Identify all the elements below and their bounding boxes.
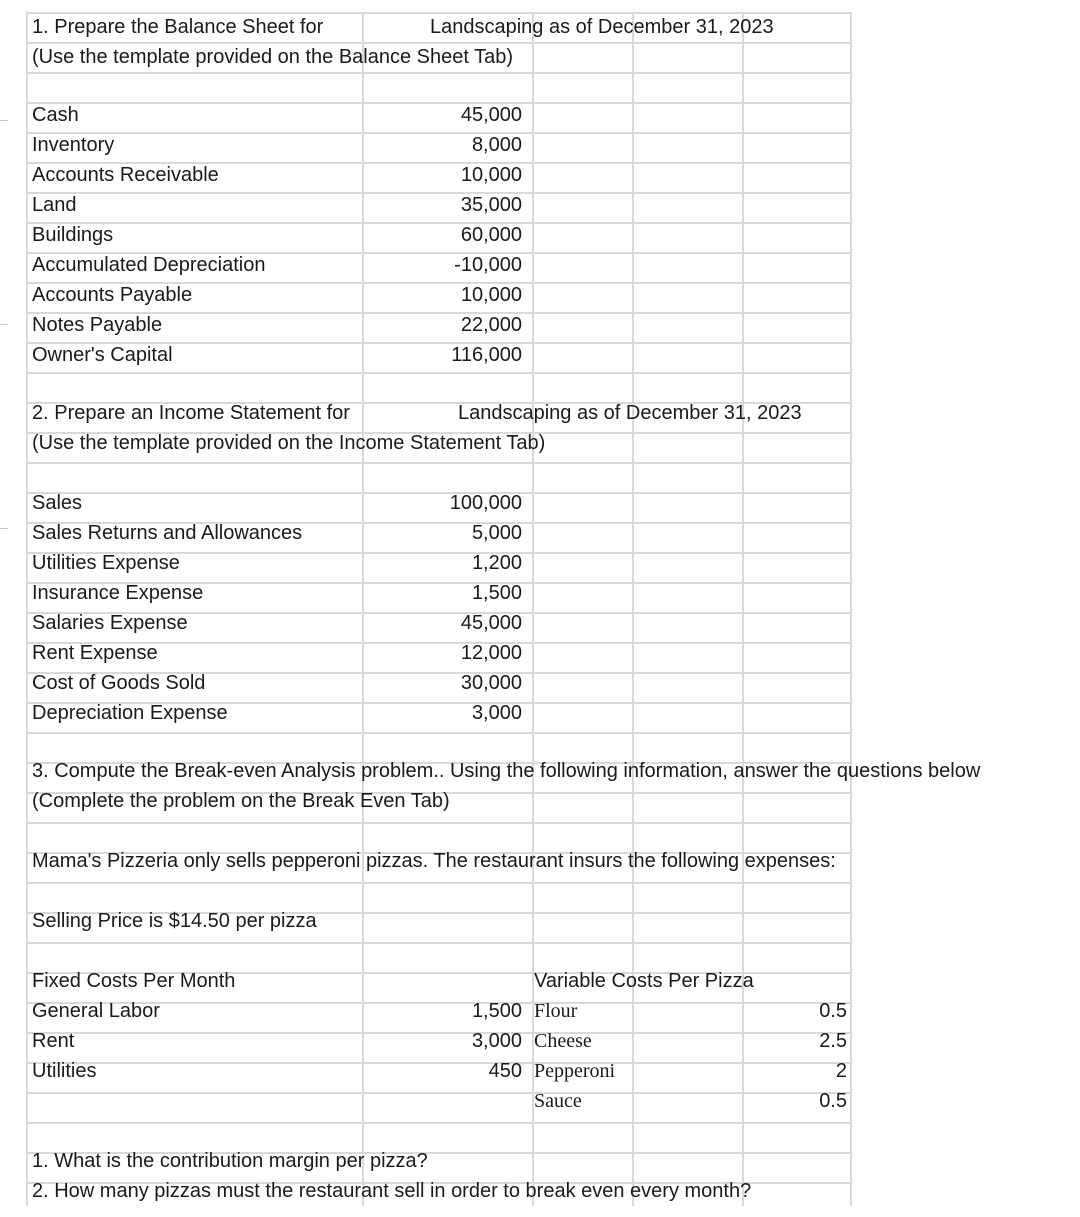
- grid-row-line-29: [26, 882, 852, 884]
- is-label-utilities-expense[interactable]: Utilities Expense: [32, 552, 180, 574]
- variable-value-flour[interactable]: 0.5: [819, 1000, 847, 1022]
- bs-label-accounts-receivable[interactable]: Accounts Receivable: [32, 164, 219, 186]
- grid-row-line-37: [26, 1122, 852, 1124]
- bs-label-accounts-payable[interactable]: Accounts Payable: [32, 284, 193, 306]
- is-label-insurance-expense[interactable]: Insurance Expense: [32, 582, 204, 604]
- income-statement-note[interactable]: (Use the template provided on the Income Statement Tab): [32, 432, 546, 454]
- bs-value-accounts-receivable[interactable]: 10,000: [460, 164, 522, 186]
- bs-label-buildings[interactable]: Buildings: [32, 224, 114, 246]
- break-even-note[interactable]: (Complete the problem on the Break Even Tab): [32, 790, 450, 812]
- variable-label-pepperoni[interactable]: Pepperoni: [534, 1060, 616, 1082]
- fixed-label-general-labor[interactable]: General Labor: [32, 1000, 160, 1022]
- bs-label-land[interactable]: Land: [32, 194, 77, 216]
- bs-label-owners-capital[interactable]: Owner's Capital: [32, 344, 173, 366]
- is-label-sales-returns[interactable]: Sales Returns and Allowances: [32, 522, 303, 544]
- bs-value-notes-payable[interactable]: 22,000: [460, 314, 522, 336]
- is-value-insurance-expense[interactable]: 1,500: [471, 582, 522, 604]
- grid-row-line-12: [26, 372, 852, 374]
- break-even-title[interactable]: 3. Compute the Break-even Analysis problem.. Using the following information, answer the questions below: [32, 760, 981, 782]
- grid-row-line-2: [26, 72, 852, 74]
- selling-price[interactable]: Selling Price is $14.50 per pizza: [32, 910, 317, 932]
- is-value-rent-expense[interactable]: 12,000: [460, 642, 522, 664]
- break-even-description[interactable]: Mama's Pizzeria only sells pepperoni pizzas. The restaurant insurs the following expenses:: [32, 850, 836, 872]
- bs-label-inventory[interactable]: Inventory: [32, 134, 115, 156]
- balance-sheet-note[interactable]: (Use the template provided on the Balance Sheet Tab): [32, 46, 514, 68]
- bs-value-accumulated-depreciation[interactable]: -10,000: [454, 254, 522, 276]
- is-value-utilities-expense[interactable]: 1,200: [471, 552, 522, 574]
- fixed-value-utilities[interactable]: 450: [488, 1060, 522, 1082]
- balance-sheet-title-prefix[interactable]: 1. Prepare the Balance Sheet for: [32, 16, 324, 38]
- bs-label-accumulated-depreciation[interactable]: Accumulated Depreciation: [32, 254, 266, 276]
- balance-sheet-title-suffix[interactable]: Landscaping as of December 31, 2023: [430, 16, 774, 38]
- variable-label-flour[interactable]: Flour: [534, 1000, 578, 1022]
- fixed-label-rent[interactable]: Rent: [32, 1030, 75, 1052]
- income-statement-title-prefix[interactable]: 2. Prepare an Income Statement for: [32, 402, 350, 424]
- is-value-depreciation-expense[interactable]: 3,000: [471, 702, 522, 724]
- bs-value-inventory[interactable]: 8,000: [471, 134, 522, 156]
- fixed-label-utilities[interactable]: Utilities: [32, 1060, 97, 1082]
- grid-row-line-15: [26, 462, 852, 464]
- grid-row-line-36: [26, 1092, 852, 1094]
- variable-value-pepperoni[interactable]: 2: [835, 1060, 847, 1082]
- question-contribution-margin[interactable]: 1. What is the contribution margin per pizza?: [32, 1150, 428, 1172]
- bs-value-cash[interactable]: 45,000: [460, 104, 522, 126]
- fixed-value-general-labor[interactable]: 1,500: [471, 1000, 522, 1022]
- left-edge-tick-2: [0, 528, 8, 529]
- is-label-rent-expense[interactable]: Rent Expense: [32, 642, 158, 664]
- variable-costs-header[interactable]: Variable Costs Per Pizza: [534, 970, 754, 992]
- grid-row-line-24: [26, 732, 852, 734]
- variable-label-cheese[interactable]: Cheese: [534, 1030, 592, 1052]
- grid-row-line-27: [26, 822, 852, 824]
- is-label-cost-of-goods-sold[interactable]: Cost of Goods Sold: [32, 672, 206, 694]
- is-value-sales[interactable]: 100,000: [449, 492, 522, 514]
- bs-value-accounts-payable[interactable]: 10,000: [460, 284, 522, 306]
- variable-value-sauce[interactable]: 0.5: [819, 1090, 847, 1112]
- is-value-salaries-expense[interactable]: 45,000: [460, 612, 522, 634]
- is-value-sales-returns[interactable]: 5,000: [471, 522, 522, 544]
- bs-label-notes-payable[interactable]: Notes Payable: [32, 314, 163, 336]
- left-edge-tick-0: [0, 120, 8, 121]
- fixed-costs-header[interactable]: Fixed Costs Per Month: [32, 970, 236, 992]
- grid-row-line-31: [26, 942, 852, 944]
- is-value-cost-of-goods-sold[interactable]: 30,000: [460, 672, 522, 694]
- income-statement-title-suffix[interactable]: Landscaping as of December 31, 2023: [458, 402, 802, 424]
- bs-value-land[interactable]: 35,000: [460, 194, 522, 216]
- left-edge-tick-1: [0, 324, 8, 325]
- bs-label-cash[interactable]: Cash: [32, 104, 79, 126]
- variable-value-cheese[interactable]: 2.5: [819, 1030, 847, 1052]
- is-label-depreciation-expense[interactable]: Depreciation Expense: [32, 702, 228, 724]
- bs-value-buildings[interactable]: 60,000: [460, 224, 522, 246]
- is-label-salaries-expense[interactable]: Salaries Expense: [32, 612, 188, 634]
- variable-label-sauce[interactable]: Sauce: [534, 1090, 582, 1112]
- question-break-even-units[interactable]: 2. How many pizzas must the restaurant sell in order to break even every month?: [32, 1180, 752, 1202]
- fixed-value-rent[interactable]: 3,000: [471, 1030, 522, 1052]
- bs-value-owners-capital[interactable]: 116,000: [451, 344, 522, 366]
- is-label-sales[interactable]: Sales: [32, 492, 83, 514]
